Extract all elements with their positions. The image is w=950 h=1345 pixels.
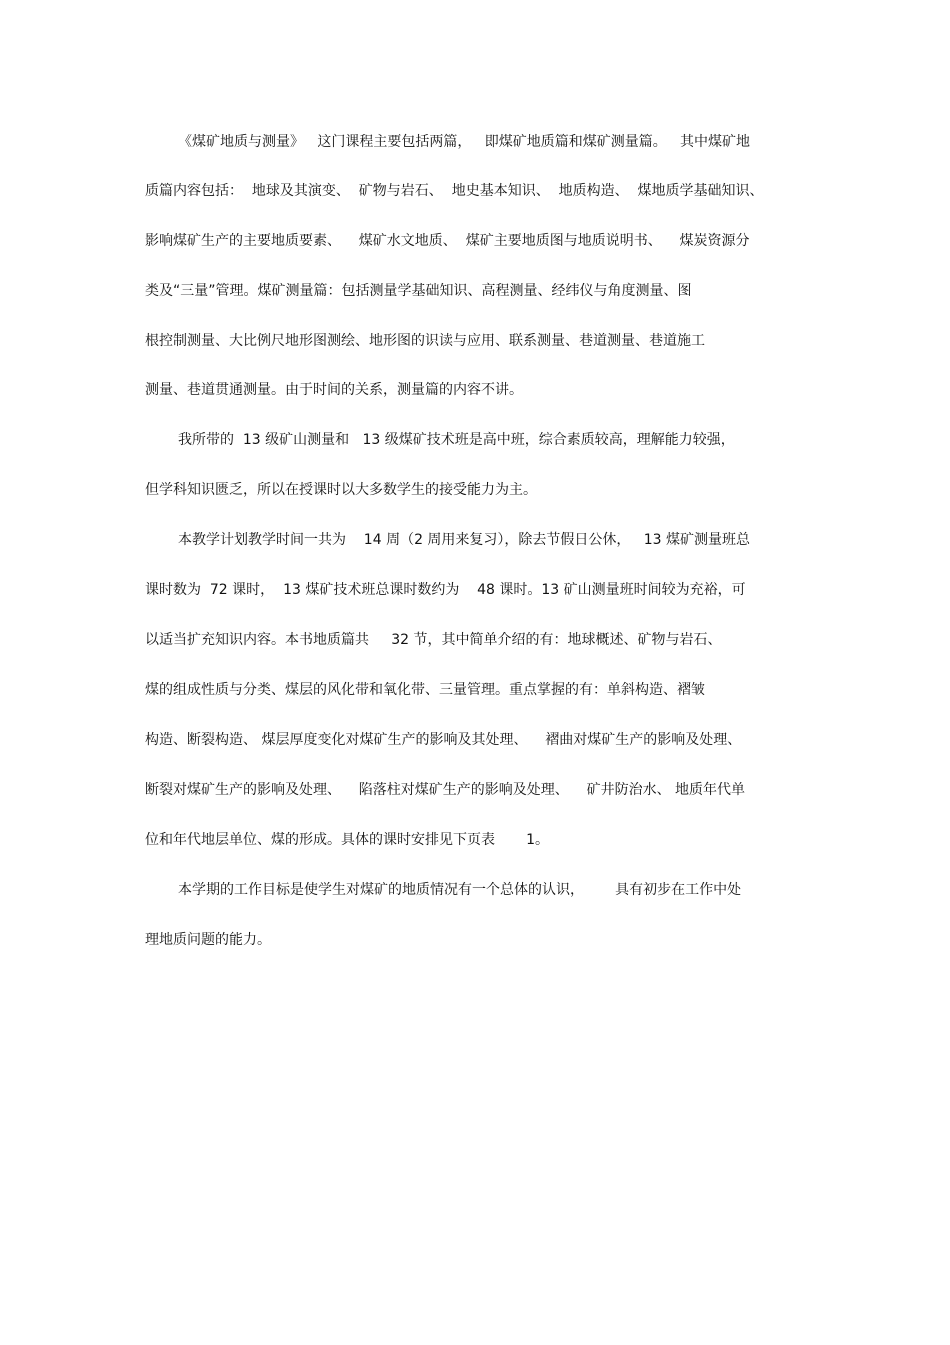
- paragraph-1-line-1: 《煤矿地质与测量》 这门课程主要包括两篇， 即煤矿地质篇和煤矿测量篇。 其中煤矿地: [178, 134, 751, 150]
- paragraph-3-line-3: 以适当扩充知识内容。本书地质篇共 32 节，其中简单介绍的有：地球概述、矿物与岩石、: [145, 632, 722, 648]
- paragraph-1-line-6: 测量、巷道贯通测量。由于时间的关系，测量篇的内容不讲。: [145, 382, 523, 398]
- paragraph-3-line-1: 本教学计划教学时间一共为 14 周（2 周用来复习），除去节假日公休， 13 煤矿测量班总: [178, 532, 751, 548]
- paragraph-3-line-2: 课时数为 72 课时， 13 煤矿技术班总课时数约为 48 课时。13 矿山测量班时间较为充裕，可: [145, 582, 746, 598]
- paragraph-4-line-2: 理地质问题的能力。: [145, 932, 271, 948]
- paragraph-2-line-1: 我所带的 13 级矿山测量和 13 级煤矿技术班是高中班，综合素质较高，理解能力较强，: [178, 432, 735, 448]
- paragraph-3-line-6: 断裂对煤矿生产的影响及处理、 陷落柱对煤矿生产的影响及处理、 矿井防治水、 地质年代单: [145, 782, 746, 798]
- paragraph-3-line-5: 构造、断裂构造、 煤层厚度变化对煤矿生产的影响及其处理、 褶曲对煤矿生产的影响及处理、: [145, 732, 742, 748]
- paragraph-1-line-5: 根控制测量、大比例尺地形图测绘、地形图的识读与应用、联系测量、巷道测量、巷道施工: [145, 333, 705, 349]
- paragraph-3-line-4: 煤的组成性质与分类、煤层的风化带和氧化带、三量管理。重点掌握的有：单斜构造、褶皱: [145, 682, 705, 698]
- paragraph-1-line-4: 类及“三量”管理。煤矿测量篇：包括测量学基础知识、高程测量、经纬仪与角度测量、图: [145, 283, 692, 299]
- paragraph-4-line-1: 本学期的工作目标是使学生对煤矿的地质情况有一个总体的认识， 具有初步在工作中处: [178, 882, 742, 898]
- paragraph-1-line-2: 质篇内容包括： 地球及其演变、 矿物与岩石、 地史基本知识、 地质构造、 煤地质学基础知识、: [145, 183, 764, 199]
- paragraph-2-line-2: 但学科知识匮乏，所以在授课时以大多数学生的接受能力为主。: [145, 482, 537, 498]
- paragraph-3-line-7: 位和年代地层单位、煤的形成。具体的课时安排见下页表 1。: [145, 832, 550, 848]
- paragraph-1-line-3: 影响煤矿生产的主要地质要素、 煤矿水文地质、 煤矿主要地质图与地质说明书、 煤炭资源分: [145, 233, 750, 249]
